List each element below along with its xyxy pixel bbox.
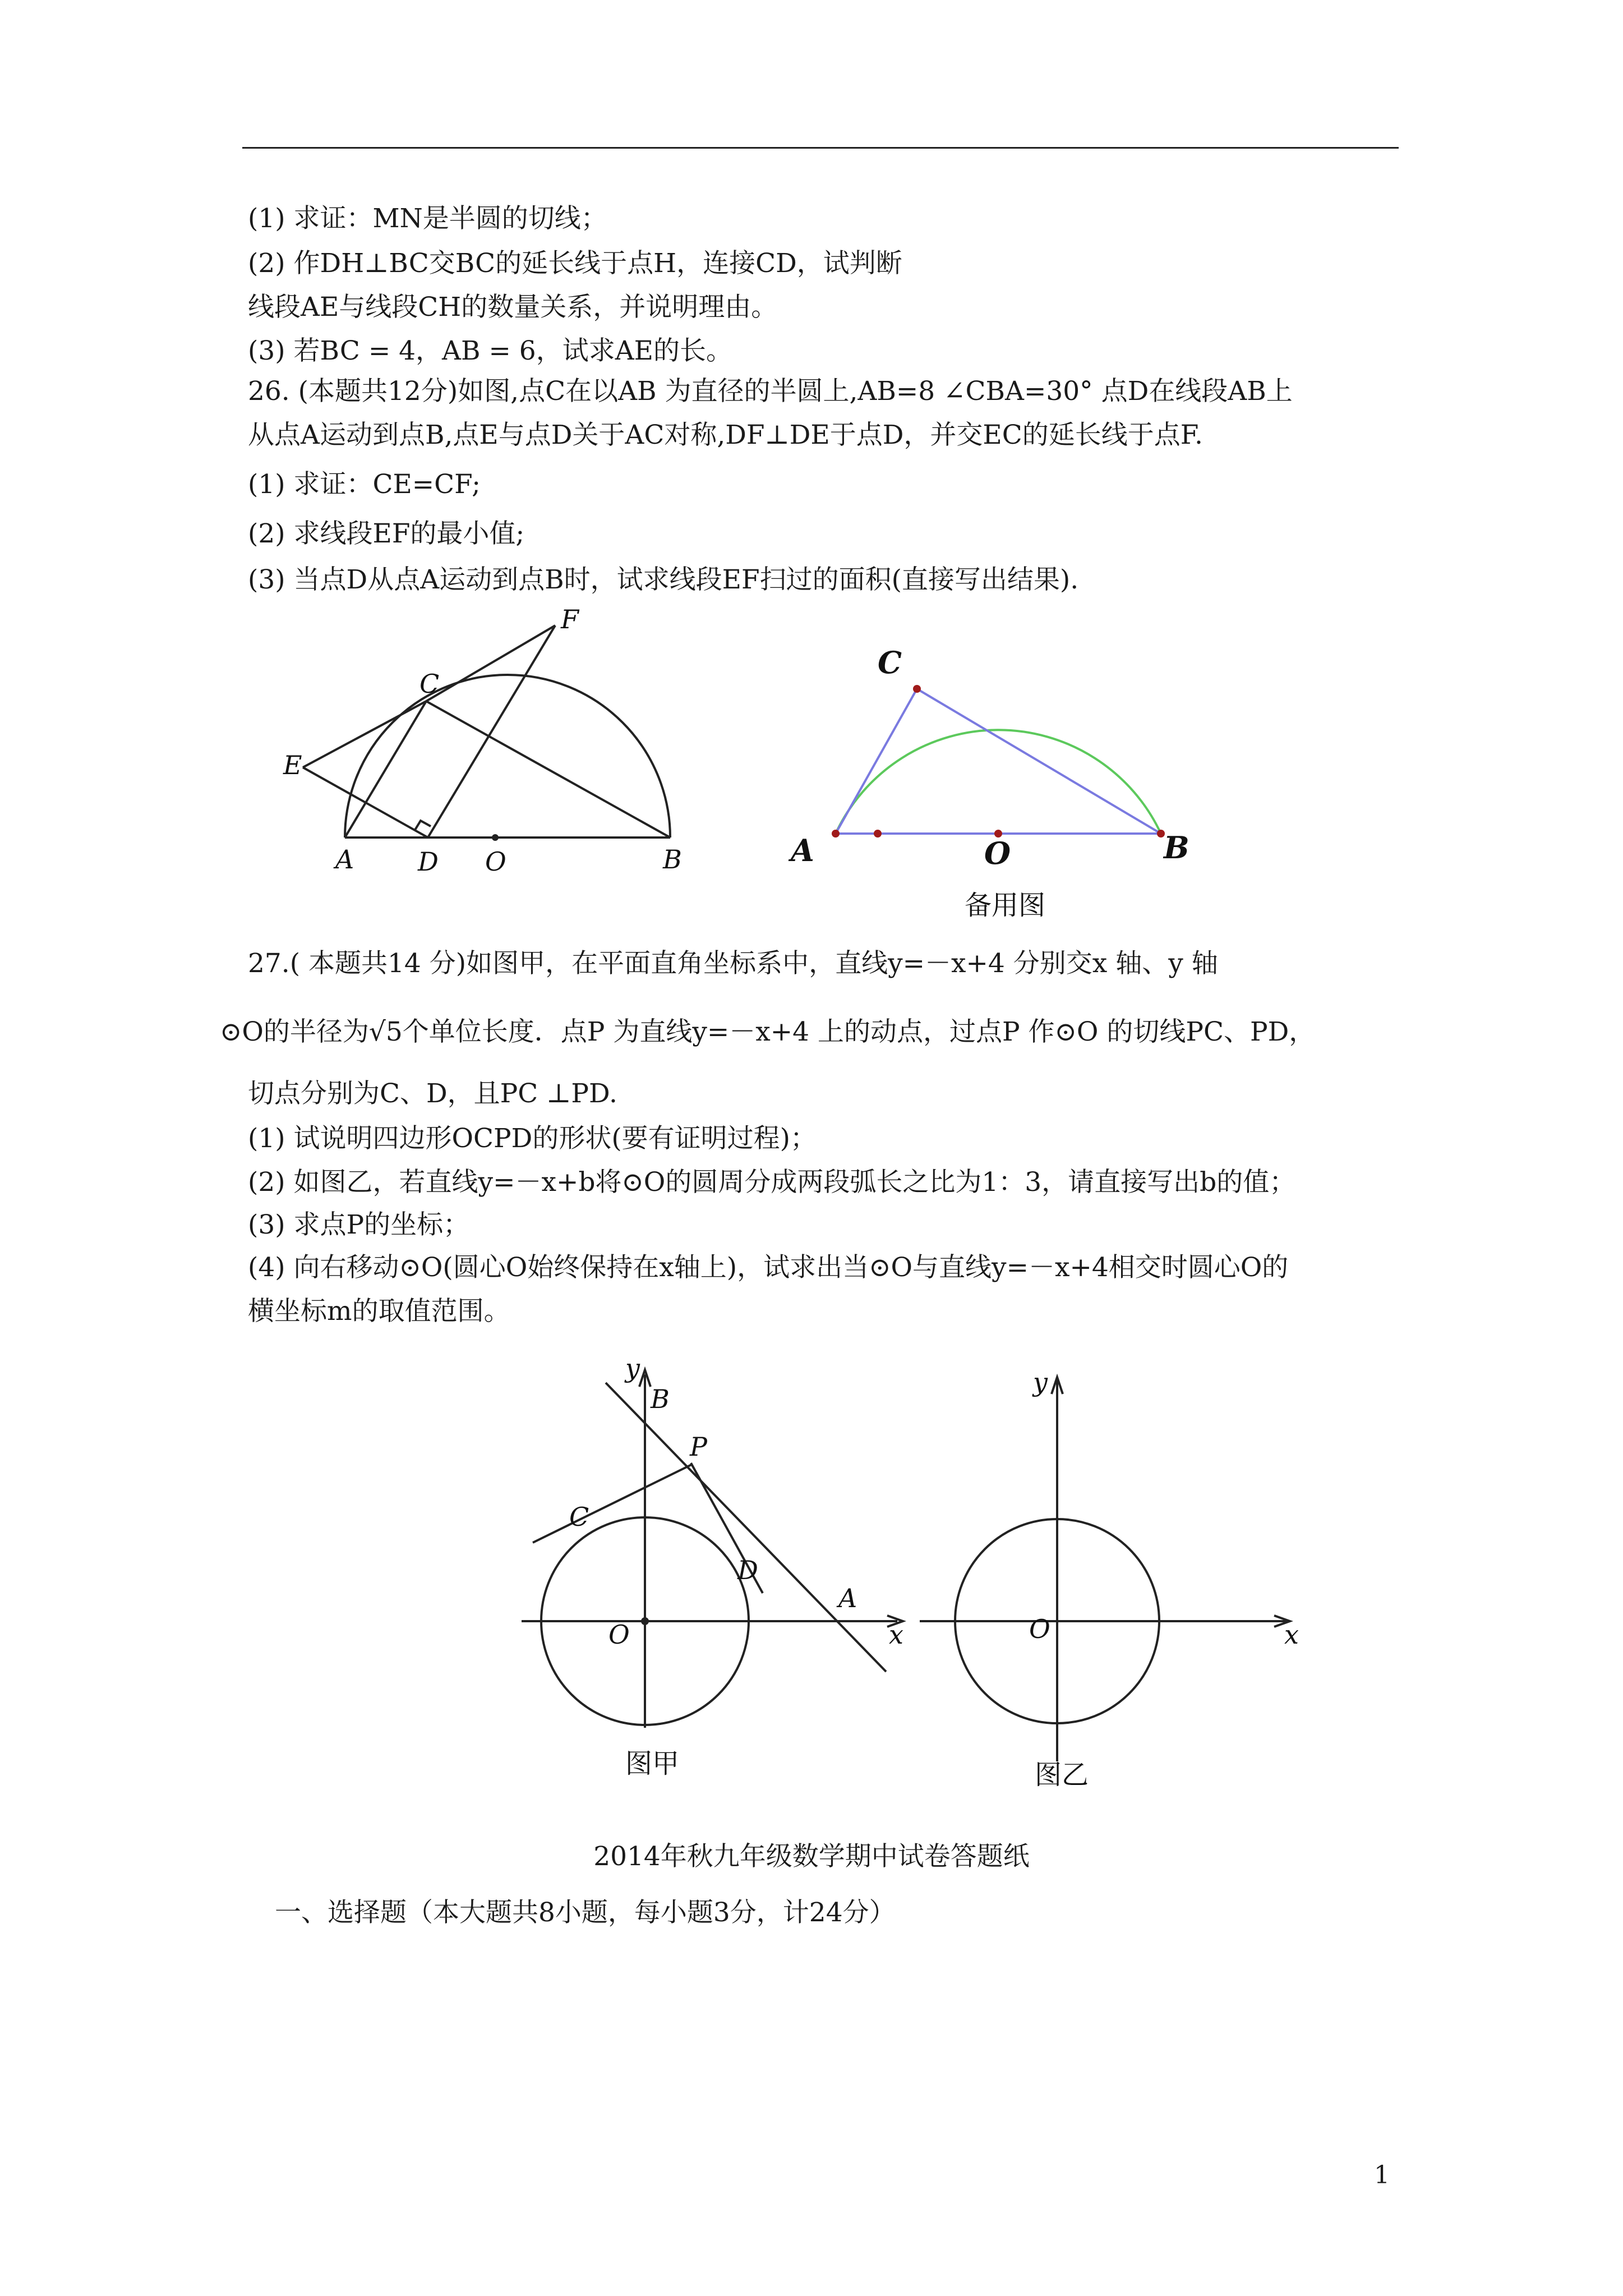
q27-part2: (2) 如图乙，若直线y=－x+b将⊙O的圆周分成两段弧长之比为1：3，请直接写出b的值； <box>248 1167 1296 1198</box>
q27-figure-yi <box>909 1369 1312 1806</box>
label-b: B <box>663 844 682 875</box>
backup-point-d <box>874 830 882 838</box>
backup-cb <box>917 689 1161 834</box>
jia-label-x: x <box>889 1619 903 1650</box>
yi-label-o: O <box>1029 1614 1050 1644</box>
label-d: D <box>418 846 439 877</box>
right-angle-mark <box>414 821 431 831</box>
label-f: F <box>561 606 579 634</box>
q27-figure-jia <box>516 1358 920 1795</box>
segment-df <box>428 625 555 838</box>
q27-part3: (3) 求点P的坐标； <box>248 1209 470 1240</box>
backup-label-a: A <box>791 832 814 868</box>
jia-label-a: A <box>838 1583 857 1613</box>
center-point <box>492 834 499 841</box>
backup-caption: 备用图 <box>965 890 1046 921</box>
q26-part2: (2) 求线段EF的最小值; <box>248 518 525 549</box>
q27-stem-line3: 切点分别为C、D，且PC ⊥PD. <box>248 1078 617 1109</box>
answer-sheet-title: 2014年秋九年级数学期中试卷答题纸 <box>593 1841 1030 1872</box>
backup-label-o: O <box>984 835 1011 871</box>
tangent-pc <box>533 1464 693 1543</box>
label-a: A <box>335 844 354 875</box>
line-y-neg-x-plus-4 <box>606 1383 886 1672</box>
segment-cf <box>426 625 555 701</box>
segment-ac <box>345 701 426 838</box>
jia-label-y: y <box>625 1358 640 1383</box>
section-1-heading: 一、选择题（本大题共8小题，每小题3分，计24分） <box>275 1897 896 1928</box>
jia-label-b: B <box>651 1384 670 1414</box>
jia-label-c: C <box>569 1502 589 1532</box>
q26-figure-backup <box>780 628 1217 942</box>
q25-part1: (1) 求证：MN是半圆的切线； <box>248 203 607 234</box>
q26-stem-line2: 从点A运动到点B,点E与点D关于AC对称,DF⊥DE于点D，并交EC的延长线于点F. <box>248 420 1203 450</box>
q25-part2-line1: (2) 作DH⊥BC交BC的延长线于点H，连接CD，试判断 <box>248 248 902 279</box>
backup-point-a <box>832 830 840 838</box>
jia-caption: 图甲 <box>625 1748 680 1779</box>
q25-part3: (3) 若BC = 4，AB = 6，试求AE的长。 <box>248 335 732 366</box>
jia-label-d: D <box>737 1555 758 1585</box>
jia-label-p: P <box>690 1432 707 1462</box>
backup-point-c <box>913 685 921 693</box>
q27-stem-line1: 27.( 本题共14 分)如图甲，在平面直角坐标系中，直线y=－x+4 分别交x 轴、y 轴 <box>248 948 1218 979</box>
q26-part1: (1) 求证：CE=CF; <box>248 469 481 500</box>
backup-label-c: C <box>878 645 902 680</box>
q26-figure-main <box>269 606 695 886</box>
yi-label-y: y <box>1033 1369 1048 1397</box>
origin-point <box>641 1617 649 1625</box>
q26-stem-line1: 26. (本题共12分)如图,点C在以AB 为直径的半圆上,AB=8 ∠CBA=30° 点D在线段AB上 <box>248 376 1293 407</box>
jia-label-o: O <box>608 1619 630 1650</box>
yi-label-x: x <box>1284 1619 1299 1650</box>
q27-part4-line1: (4) 向右移动⊙O(圆心O始终保持在x轴上)，试求出当⊙O与直线y=－x+4相交时圆心O的 <box>248 1252 1289 1283</box>
q27-stem-line2: ⊙O的半径为√5个单位长度．点P 为直线y=－x+4 上的动点，过点P 作⊙O 的切线PC、PD， <box>220 1016 1316 1047</box>
backup-label-b: B <box>1164 830 1189 866</box>
segment-cb <box>426 701 670 838</box>
q25-part2-line2: 线段AE与线段CH的数量关系，并说明理由。 <box>248 292 778 323</box>
page-number: 1 <box>1374 2161 1390 2189</box>
yi-caption: 图乙 <box>1035 1759 1089 1791</box>
backup-ac <box>836 689 917 834</box>
header-rule <box>242 147 1399 149</box>
label-o: O <box>485 846 506 877</box>
q27-part4-line2: 横坐标m的取值范围。 <box>248 1296 510 1327</box>
label-c: C <box>419 669 440 699</box>
q27-part1: (1) 试说明四边形OCPD的形状(要有证明过程)； <box>248 1123 817 1154</box>
label-e: E <box>283 750 302 780</box>
q26-part3: (3) 当点D从点A运动到点B时，试求线段EF扫过的面积(直接写出结果). <box>248 564 1079 595</box>
